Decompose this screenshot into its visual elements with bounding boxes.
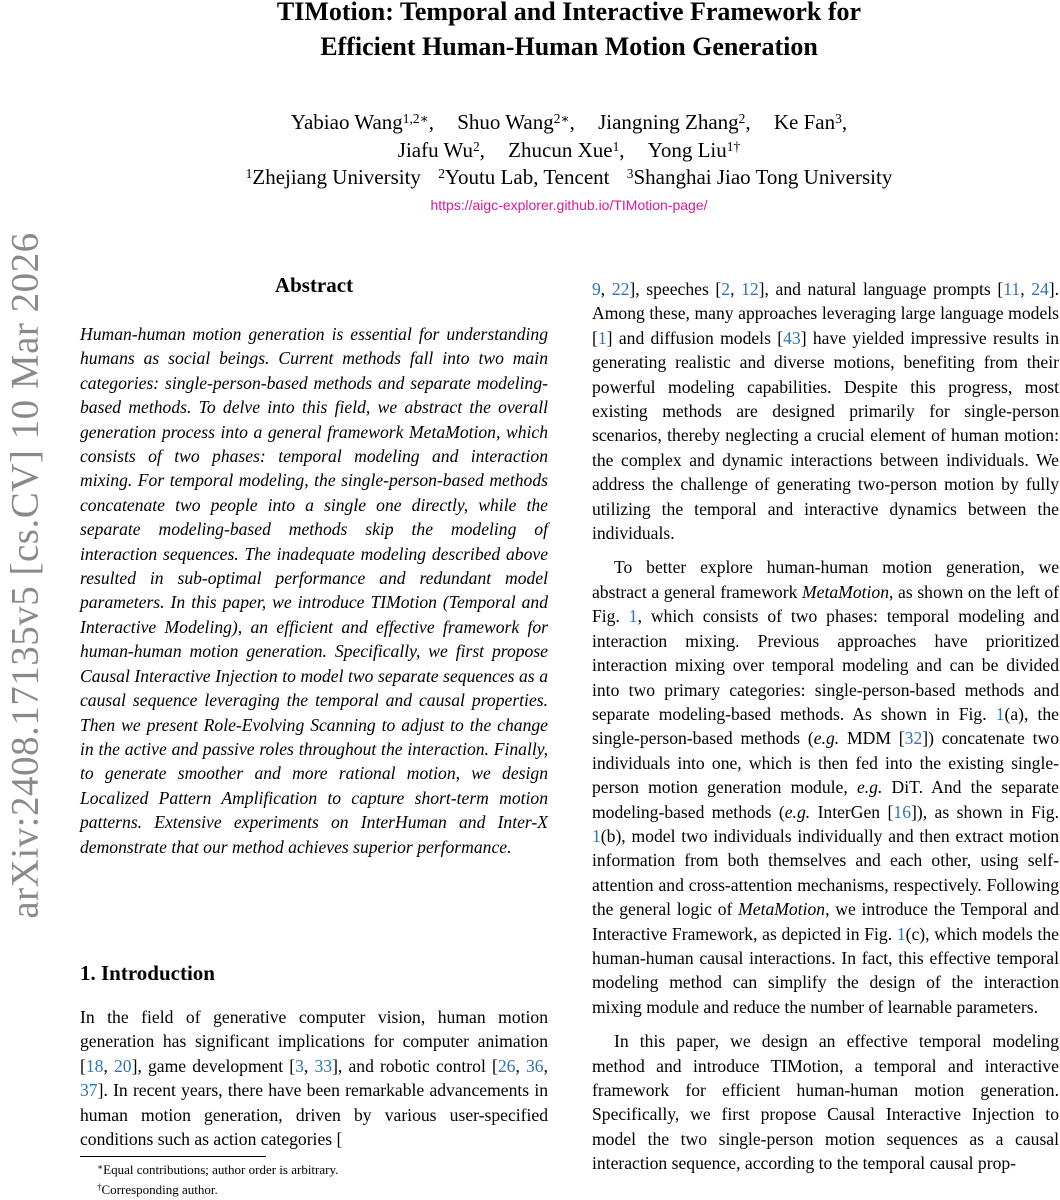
citation-link[interactable]: 1 bbox=[597, 327, 607, 348]
abstract-body: Human-human motion generation is essential for understanding humans as social beings. Current methods fall into two main categories: single-person-based methods and separate modeling-based methods. To delve into this field, we abstract the overall generation process into a general framework MetaMotion, which consists of two phases: temporal modeling and interaction mixing. For temporal modeling, the single-person-based methods concatenate two people into a single one directly, while the separate modeling-based methods skip the modeling of interaction sequences. The inadequate modeling described above resulted in sub-optimal performance and redundant model parameters. In this paper, we introduce TIMotion (Temporal and Interactive Modeling), an efficient and effective framework for human-human motion generation. Specifically, we first propose Causal Interactive Injection to model two separate sequences as a causal sequence leveraging the temporal and causal properties. Then we present Role-Evolving Scanning to adjust to the change in the active and passive roles throughout the interaction. Finally, to generate smoother and more rational motion, we design Localized Pattern Amplification to capture short-term motion patterns. Extensive experiments on InterHuman and Inter-X demonstrate that our method achieves superior performance. bbox=[80, 324, 548, 857]
figure-link[interactable]: 1 bbox=[628, 606, 638, 627]
citation-link[interactable]: 18 bbox=[85, 1055, 104, 1076]
introduction-heading: 1. Introduction bbox=[80, 961, 215, 985]
citation-link[interactable]: 43 bbox=[783, 327, 801, 348]
author: Yong Liu$^{1\dagger}$ bbox=[647, 138, 741, 162]
abstract-heading: Abstract bbox=[274, 273, 354, 297]
citation-link[interactable]: 26 bbox=[497, 1055, 516, 1076]
title-line-2: Efficient Human-Human Motion Generation bbox=[320, 32, 818, 61]
affiliation-list bbox=[80, 163, 1058, 191]
affiliation: $^3$Shanghai Jiao Tong University bbox=[626, 165, 893, 189]
intro-paragraph-2: To better explore human-human motion generation, we abstract a general framework MetaMotion, as shown on the left of Fig. 1, which consists of two phases: temporal modeling and interaction mixing. Previous approaches have prioritized interaction mixing over temporal modeling and can be divided into two primary categories: single-person-based methods and separate modeling-based methods. As shown in Fig. 1(a), the single-person-based methods (e.g. MDM [32]) concatenate two individuals into one, which is then fed into the existing single-person motion generation module, e.g. DiT. And the separate modeling-based methods (e.g. InterGen [16]), as shown in Fig. 1(b), model two individuals individually and then extract motion information from both themselves and each other, using self-attention and cross-attention mechanisms, respectively. Following the general logic of MetaMotion, we introduce the Temporal and Interactive Framework, as depicted in Fig. 1(c), which models the human-human causal interactions. In fact, this effective temporal modeling method can simplify the design of the interaction mixing module and reduce the number of learnable parameters. bbox=[592, 557, 1060, 1017]
intro-paragraph-3: In this paper, we design an effective temporal modeling method and introduce TIMotion, a temporal and interactive framework for efficient human-human motion generation. Specifically, we first propose Causal Interactive Injection to model the two single-person motion sequences as a causal interaction sequence, according to the temporal causal prop- bbox=[592, 1031, 1059, 1174]
citation-link[interactable]: 36 bbox=[525, 1055, 544, 1076]
author-list bbox=[80, 108, 1058, 164]
citation-link[interactable]: 3 bbox=[295, 1055, 304, 1076]
author: Shuo Wang$^{2∗}$, bbox=[457, 110, 575, 134]
figure-link[interactable]: 1 bbox=[896, 923, 906, 944]
affiliation: $^1$Zhejiang University bbox=[245, 165, 421, 189]
citation-link[interactable]: 20 bbox=[114, 1055, 132, 1076]
citation-link[interactable]: 37 bbox=[80, 1080, 98, 1101]
footnote-corresponding-author: †Corresponding author. bbox=[97, 1181, 218, 1197]
author: Yabiao Wang$^{1,2∗}$, bbox=[290, 110, 434, 134]
footnote-divider bbox=[80, 1156, 266, 1157]
author: Jiangning Zhang$^2$, bbox=[598, 110, 751, 134]
title-line-1: TIMotion: Temporal and Interactive Framework for bbox=[276, 0, 862, 26]
figure-link[interactable]: 1 bbox=[995, 703, 1005, 724]
citation-link[interactable]: 2 bbox=[721, 279, 731, 299]
intro-right-column bbox=[592, 277, 1059, 1176]
footnote-equal-contribution: ∗Equal contributions; author order is arbitrary. bbox=[97, 1161, 339, 1177]
author: Zhucun Xue$^1$, bbox=[508, 138, 625, 162]
citation-link[interactable]: 12 bbox=[741, 279, 759, 299]
intro-paragraph-1-continued: 9, 22], speeches [2, 12], and natural language prompts [11, 24]. Among these, many approaches leveraging large language models [1] and diffusion models [43] have yielded impressive results in generating realistic and diverse motions, benefiting from their powerful modeling capabilities. Despite this progress, most existing methods are designed primarily for single-person scenarios, thereby neglecting a crucial element of human motion: the complex and dynamic interactions between individuals. We address the challenge of generating two-person motion by fully utilizing the temporal and interactive dynamics between the individuals. bbox=[592, 279, 1060, 544]
citation-link[interactable]: 11 bbox=[1003, 279, 1021, 299]
project-page-link[interactable]: https://aigc-explorer.github.io/TIMotion-page/ bbox=[430, 197, 708, 213]
citation-link[interactable]: 22 bbox=[611, 279, 630, 299]
citation-link[interactable]: 24 bbox=[1031, 279, 1049, 299]
citation-link[interactable]: 16 bbox=[893, 801, 911, 822]
figure-link[interactable]: 1 bbox=[592, 825, 601, 846]
author: Ke Fan$^3$, bbox=[773, 110, 848, 134]
citation-link[interactable]: 9 bbox=[592, 279, 601, 299]
affiliation: $^2$Youtu Lab, Tencent bbox=[438, 165, 610, 189]
intro-paragraph-1-start: In the field of generative computer vision, human motion generation has significant implications for computer animation [18, 20], game development [3, 33], and robotic control [26, 36, 37]. In recent years, there have been remarkable advancements in human motion generation, driven by various user-specified conditions such as action categories [ bbox=[80, 1007, 548, 1150]
citation-link[interactable]: 32 bbox=[904, 728, 923, 749]
citation-link[interactable]: 33 bbox=[314, 1055, 333, 1076]
paper-title bbox=[80, 0, 1058, 64]
arxiv-side-identifier: arXiv:2408.17135v5 [cs.CV] 10 Mar 2026 bbox=[3, 231, 47, 919]
author: Jiafu Wu$^2$, bbox=[397, 138, 485, 162]
